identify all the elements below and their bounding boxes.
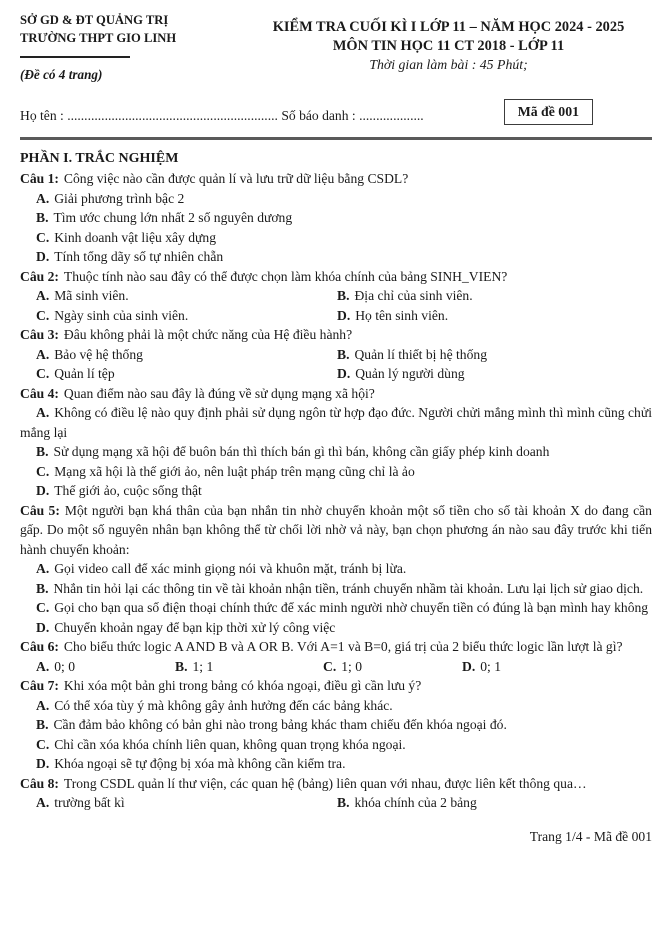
question-4 (20, 384, 652, 501)
question-5 (20, 501, 652, 638)
question-2-text: Câu 2: Thuộc tính nào sau đây có thể được chọn làm khóa chính của bảng SINH_VIEN? (20, 268, 508, 284)
question-5-text: Câu 5: Một người bạn khá thân của bạn nhắn tin nhờ chuyển khoản một số tiền cho số tài khoản X do đang cần gấp. Do một số nguyên nhân bạn không thể từ chối lời nhờ vả này, bạn chọn phương án nào sau đây trước khi tiến hành chuyển khoản: (20, 502, 652, 557)
question-3-options-row-2 (20, 364, 652, 384)
question-3-option-d: D. Quản lý người dùng (337, 366, 465, 381)
question-8-options-row (20, 793, 652, 813)
header-divider (20, 56, 130, 58)
question-4-option-d: D. Thế giới ảo, cuộc sống thật (36, 483, 202, 498)
exam-body (20, 149, 652, 813)
exam-duration: Thời gian làm bài : 45 Phút; (369, 57, 528, 72)
question-7-option-c: C. Chỉ cần xóa khóa chính liên quan, không quan trọng khóa ngoại. (36, 736, 406, 752)
question-6-options-row (20, 657, 652, 677)
question-5-option-d: D. Chuyển khoản ngay để bạn kịp thời xử lý công việc (36, 619, 336, 635)
question-1-option-c: C. Kinh doanh vật liệu xây dựng (36, 229, 216, 245)
question-7-option-b: B. Cần đảm bảo không có bản ghi nào trong bảng khác tham chiếu đến khóa ngoại đó. (36, 717, 507, 732)
pages-note: (Đề có 4 trang) (20, 67, 103, 82)
school-name: TRƯỜNG THPT GIO LINH (20, 30, 177, 45)
question-8-option-a: A. trường bất kì (36, 795, 125, 810)
exam-subject: MÔN TIN HỌC 11 CT 2018 - LỚP 11 (332, 37, 565, 54)
department-name: SỞ GD & ĐT QUẢNG TRỊ (20, 13, 169, 27)
question-2-label: Câu 2: (20, 268, 59, 284)
question-3-options-row-1 (20, 345, 652, 365)
question-3-label: Câu 3: (20, 327, 59, 342)
question-2-option-c: C. Ngày sinh của sinh viên. (36, 307, 189, 323)
question-3 (20, 325, 652, 384)
question-4-text: Câu 4: Quan điểm nào sau đây là đúng về sử dụng mạng xã hội? (20, 385, 375, 401)
exam-header (20, 12, 652, 83)
question-6-option-d: D. 0; 1 (462, 658, 501, 674)
question-4-label: Câu 4: (20, 385, 59, 401)
page-footer (20, 827, 652, 847)
exam-title: KIỂM TRA CUỐI KÌ I LỚP 11 – NĂM HỌC 2024 - 2025 (272, 19, 625, 35)
question-2 (20, 267, 652, 326)
question-4-option-c: C. Mạng xã hội là thế giới ảo, nên luật pháp trên mạng cũng chỉ là ảo (36, 463, 415, 479)
question-1-label: Câu 1: (20, 171, 59, 186)
header-right-block (245, 12, 652, 83)
question-1-text: Câu 1: Công việc nào cần được quản lí và lưu trữ dữ liệu bằng CSDL? (20, 171, 409, 186)
section-title: PHẦN I. TRẮC NGHIỆM (20, 151, 179, 166)
question-4-option-b: B. Sử dụng mạng xã hội để buôn bán thì thích bán gì thì bán, không cần giấy phép kinh doanh (36, 444, 550, 459)
question-6-option-b: B. 1; 1 (175, 658, 214, 674)
question-6 (20, 637, 652, 676)
page-number: Trang 1/4 - Mã đề 001 (529, 828, 652, 844)
question-3-option-c: C. Quản lí tệp (36, 366, 115, 381)
question-4-option-a: A. Không có điều lệ nào quy định phải sử dụng ngôn từ hợp đạo đức. Người chửi mắng mình thì mình cũng chửi mắng lại (20, 405, 652, 440)
student-id-field: Số báo danh : ................... (281, 108, 424, 123)
question-2-option-b: B. Địa chỉ của sinh viên. (337, 288, 473, 303)
question-7 (20, 676, 652, 774)
question-6-option-c: C. 1; 0 (323, 658, 362, 674)
question-7-text: Câu 7: Khi xóa một bản ghi trong bảng có khóa ngoại, điều gì cần lưu ý? (20, 678, 422, 693)
question-6-label: Câu 6: (20, 639, 59, 654)
header-left-block (20, 12, 245, 83)
question-8 (20, 774, 652, 813)
question-7-label: Câu 7: (20, 678, 59, 693)
question-7-option-d: D. Khóa ngoại sẽ tự động bị xóa mà không cần kiểm tra. (36, 756, 346, 771)
question-2-options-row-1 (20, 286, 652, 306)
question-5-option-c: C. Gọi cho bạn qua số điện thoại chính thức để xác minh người nhờ chuyển tiền có đúng là bạn mình hay không (36, 600, 649, 615)
question-6-option-a: A. 0; 0 (36, 658, 75, 674)
question-1-option-a: A. Giải phương trình bậc 2 (36, 190, 185, 206)
question-2-option-d: D. Họ tên sinh viên. (337, 307, 449, 323)
question-5-label: Câu 5: (20, 502, 60, 518)
question-1-option-b: B. Tìm ước chung lớn nhất 2 số nguyên dương (36, 210, 293, 225)
student-name-field: Họ tên : .............................................................. (20, 108, 278, 123)
header-separator-rule (20, 137, 652, 140)
question-3-option-b: B. Quản lí thiết bị hệ thống (337, 346, 487, 362)
student-info-row (20, 104, 652, 124)
question-2-option-a: A. Mã sinh viên. (36, 288, 129, 303)
question-1 (20, 169, 652, 267)
question-5-option-b: B. Nhắn tin hỏi lại các thông tin về tài khoản nhận tiền, tránh chuyển nhầm tài khoản. Lưu lại lịch sử giao dịch. (36, 580, 644, 596)
question-3-text: Câu 3: Đâu không phải là một chức năng của Hệ điều hành? (20, 327, 353, 342)
question-7-option-a: A. Có thể xóa tùy ý mà không gây ảnh hưởng đến các bảng khác. (36, 697, 393, 713)
question-8-label: Câu 8: (20, 775, 59, 791)
question-1-option-d: D. Tính tổng dãy số tự nhiên chẵn (36, 249, 224, 264)
question-3-option-a: A. Bảo vệ hệ thống (36, 346, 143, 362)
exam-code-badge: Mã đề 001 (504, 99, 593, 125)
question-8-text: Câu 8: Trong CSDL quản lí thư viện, các quan hệ (bảng) liên quan với nhau, được liên kết thông qua… (20, 775, 587, 791)
question-6-text: Câu 6: Cho biểu thức logic A AND B và A OR B. Với A=1 và B=0, giá trị của 2 biểu thức logic lần lượt là gì? (20, 639, 623, 654)
question-5-option-a: A. Gọi video call để xác minh giọng nói và khuôn mặt, tránh bị lừa. (36, 561, 407, 576)
question-8-option-b: B. khóa chính của 2 bảng (337, 795, 477, 810)
question-2-options-row-2 (20, 306, 652, 326)
